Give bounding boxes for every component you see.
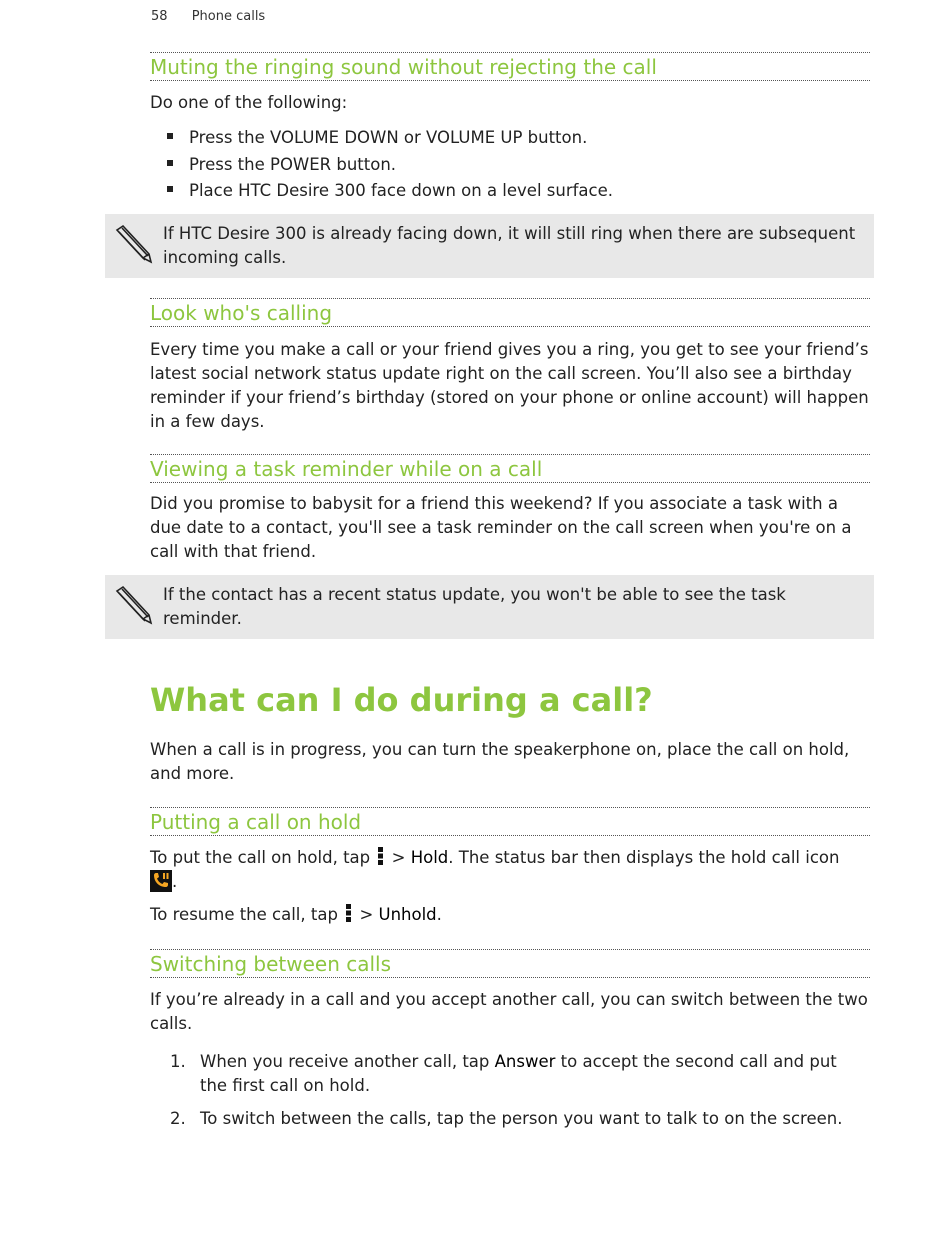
answer-keyword: Answer [494, 1052, 556, 1071]
resume-text: . [436, 905, 442, 924]
step-text-part: When you receive another call, tap [200, 1052, 495, 1071]
hold-keyword: Hold [410, 848, 449, 867]
hold-paragraph-1 [150, 846, 872, 894]
note-box [105, 575, 874, 639]
pencil-icon [113, 224, 153, 264]
bullet-marker [167, 160, 173, 166]
task-text: Did you promise to babysit for a friend this weekend? If you associate a task with a due date to a contact, you'll see a task reminder on the call screen when you're on a call with that friend. [150, 494, 852, 561]
switching-text: If you’re already in a call and you accept another call, you can switch between the two calls. [150, 990, 868, 1033]
step-text [200, 1107, 865, 1131]
hold-call-icon [150, 870, 172, 892]
note-text: If the contact has a recent status update, you won't be able to see the task reminder. [163, 585, 786, 628]
hold-separator: > [391, 848, 406, 867]
step-number: 1. [170, 1052, 186, 1071]
step-text-part: to accept the second call and put the first call on hold. [200, 1052, 837, 1095]
step-text [200, 1050, 865, 1098]
hold-paragraph-2 [150, 903, 872, 927]
section-heading-look: Look who's calling [150, 298, 870, 327]
note-box [105, 214, 874, 278]
resume-separator: > [359, 905, 374, 924]
unhold-keyword: Unhold [378, 905, 437, 924]
bullet-item: Place HTC Desire 300 face down on a level surface. [189, 181, 614, 200]
more-menu-icon [346, 904, 351, 922]
section-heading-switching: Switching between calls [150, 949, 870, 978]
hold-text: . The status bar then displays the hold call icon [448, 848, 840, 867]
header-section: Phone calls [191, 9, 266, 24]
bullet-marker [167, 133, 173, 139]
bullet-marker [167, 186, 173, 192]
section-heading-muting: Muting the ringing sound without rejecting the call [150, 52, 870, 81]
note-text: If HTC Desire 300 is already facing down, it will still ring when there are subsequent incoming calls. [163, 224, 856, 267]
page-header [151, 9, 265, 24]
hold-text: To put the call on hold, tap [150, 848, 371, 867]
bullet-item: Press the POWER button. [189, 155, 397, 174]
step-text-part: To switch between the calls, tap the person you want to talk to on the screen. [200, 1109, 843, 1128]
chapter-heading: What can I do during a call? [150, 681, 653, 719]
look-text: Every time you make a call or your friend gives you a ring, you get to see your friend’s latest social network status update right on the call screen. You’ll also see a birthday reminder if your friend’s birthday (stored on your phone or online account) will happen in a few days. [150, 340, 869, 431]
section-heading-hold: Putting a call on hold [150, 807, 870, 836]
step-number: 2. [170, 1109, 186, 1128]
muting-intro: Do one of the following: [150, 93, 348, 112]
bullet-item: Press the VOLUME DOWN or VOLUME UP button. [189, 128, 588, 147]
resume-text: To resume the call, tap [150, 905, 338, 924]
during-text: When a call is in progress, you can turn the speakerphone on, place the call on hold, and more. [150, 740, 850, 783]
section-heading-task: Viewing a task reminder while on a call [150, 454, 870, 483]
more-menu-icon [378, 847, 383, 865]
pencil-icon [113, 585, 153, 625]
page-number: 58 [151, 9, 168, 24]
hold-text: . [172, 872, 178, 891]
